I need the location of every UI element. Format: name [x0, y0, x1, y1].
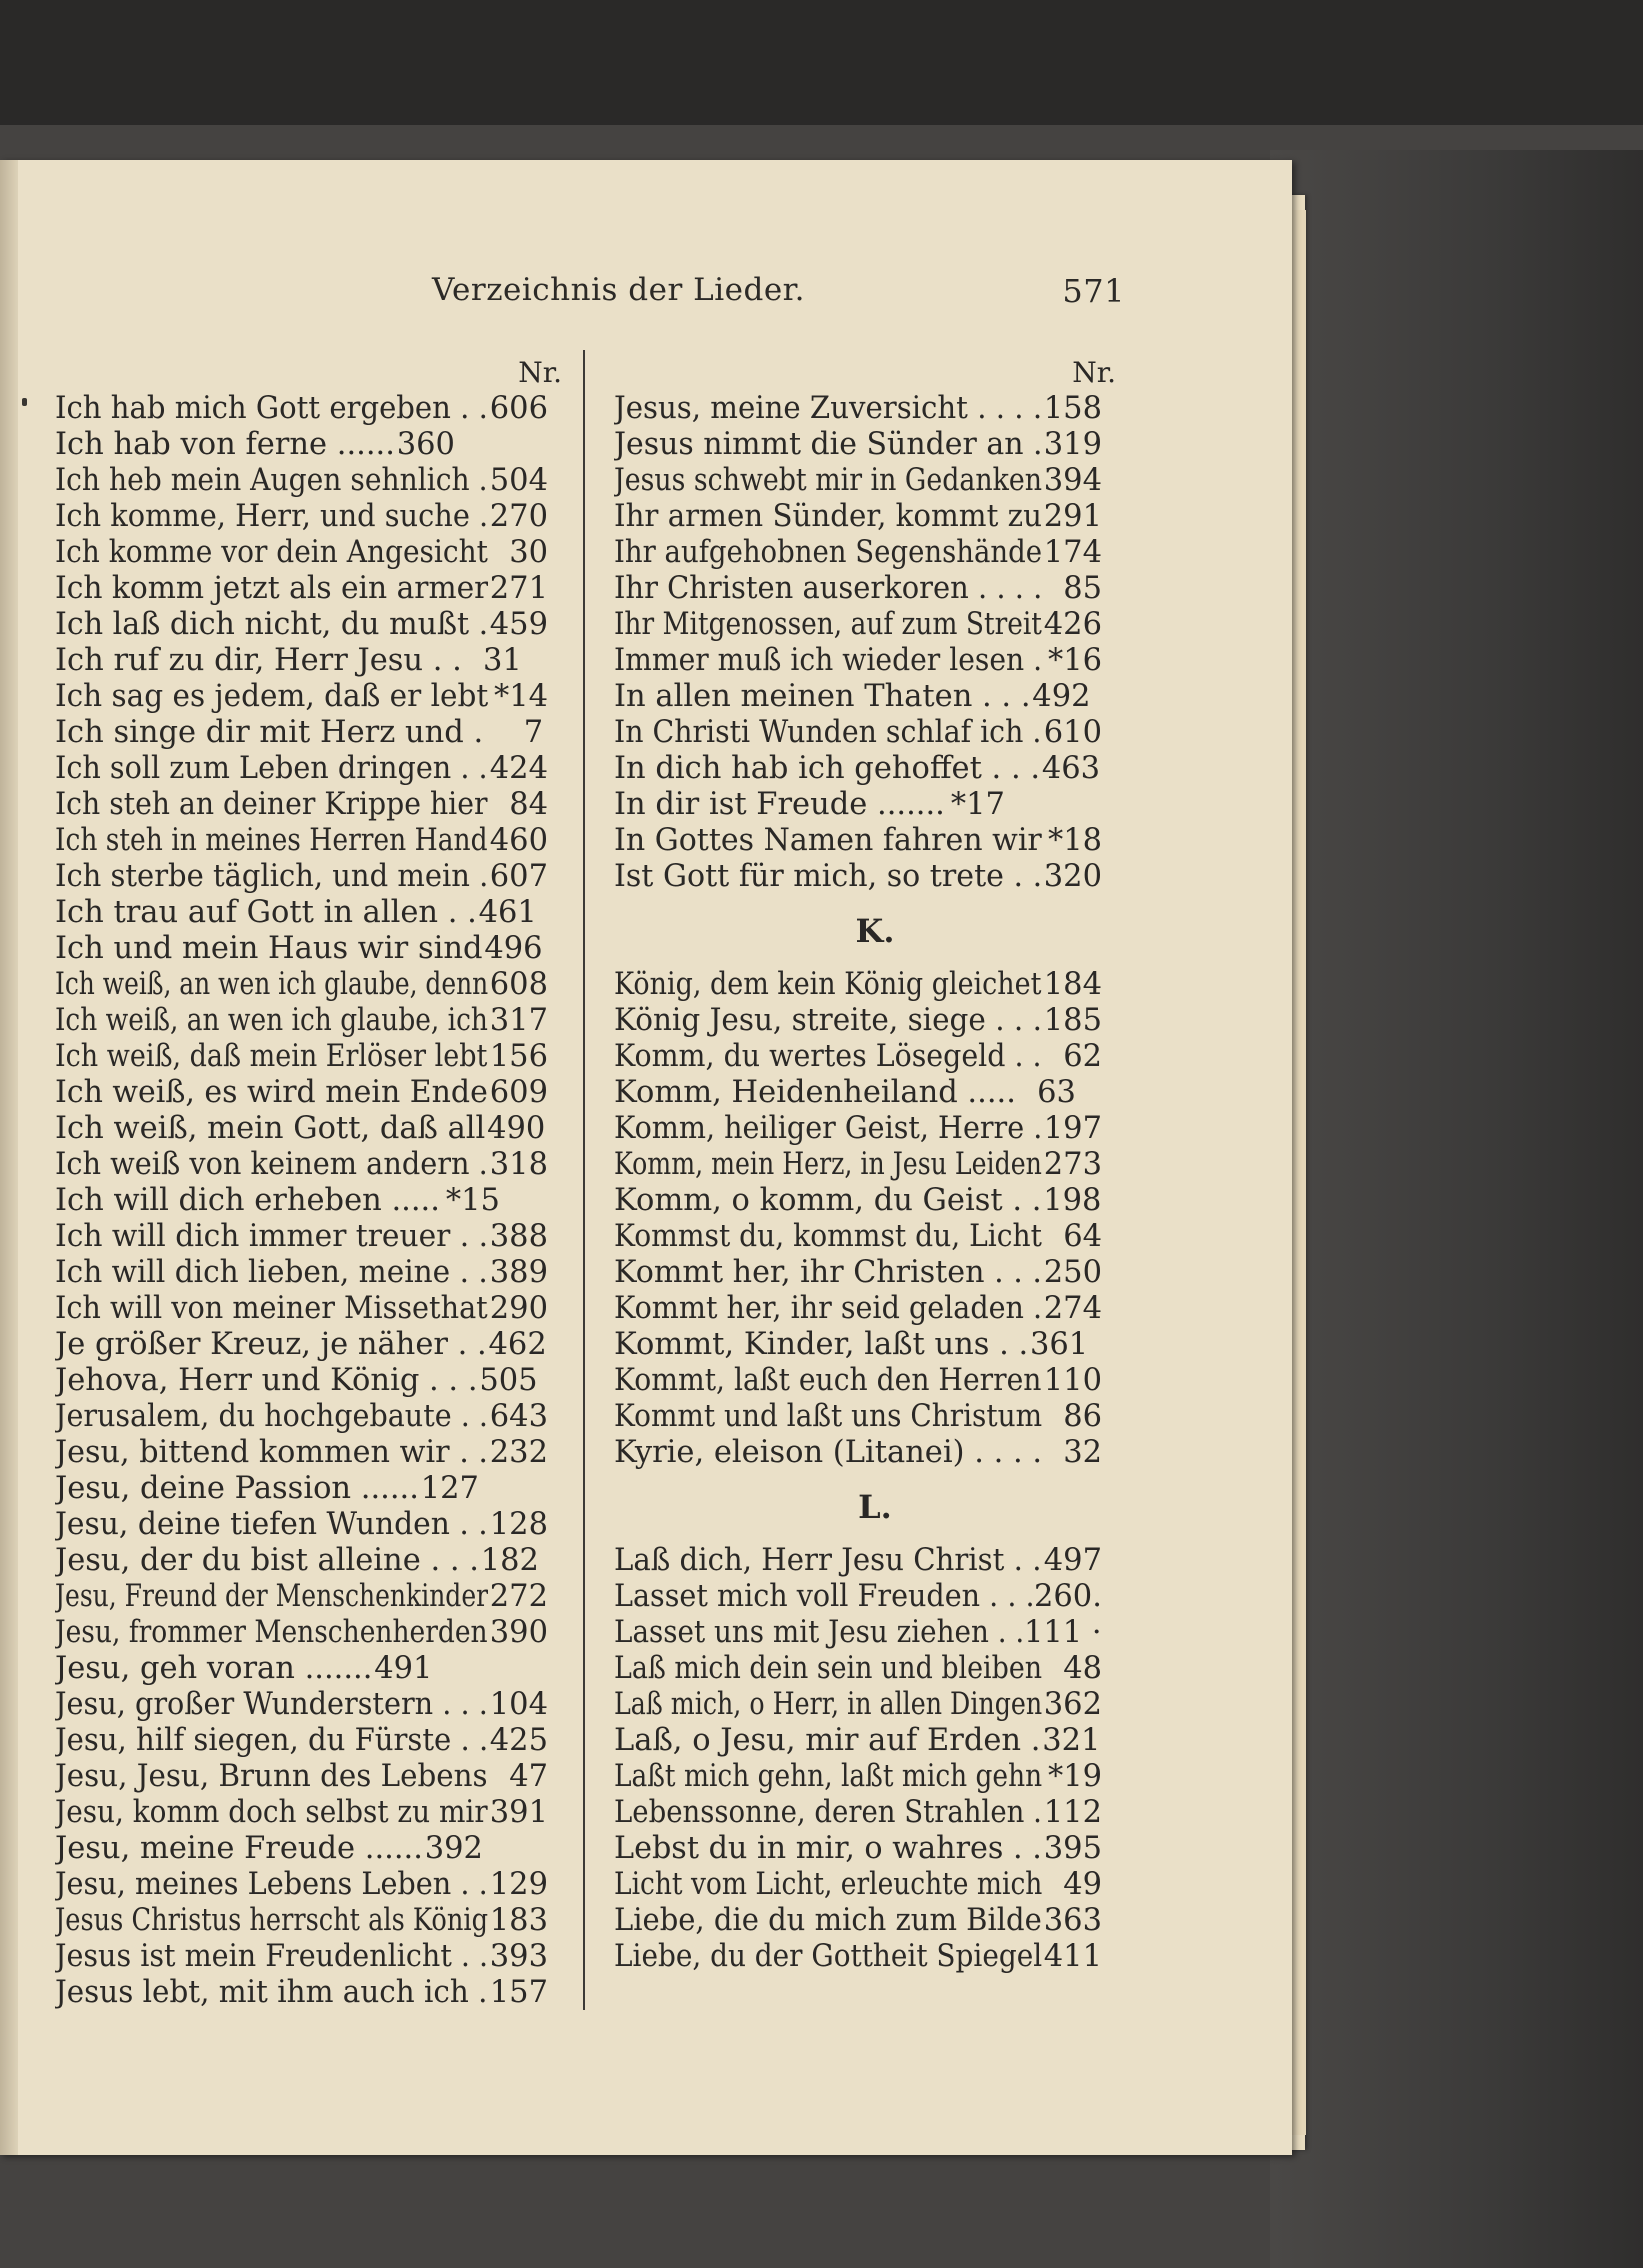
entry-number: 158 — [1043, 391, 1102, 426]
index-entry — [55, 967, 562, 1003]
index-entry — [55, 391, 562, 427]
index-entry — [614, 499, 1116, 535]
index-entry — [614, 1147, 1116, 1183]
entry-title: Licht vom Licht, erleuchte mich — [614, 1867, 1042, 1902]
index-entry — [614, 1723, 1116, 1759]
entry-title: Jesu, geh voran ....... — [55, 1651, 373, 1686]
entry-title: Jesu, der du bist alleine . . . — [55, 1543, 479, 1578]
entry-title: Lasset mich voll Freuden . . . — [614, 1579, 1035, 1614]
entry-number: 394 — [1043, 463, 1102, 498]
index-entry — [614, 1687, 1116, 1723]
entry-number: 461 — [478, 895, 537, 930]
entry-number: 492 — [1032, 679, 1091, 714]
index-entry — [55, 1291, 562, 1327]
index-entry — [55, 1327, 562, 1363]
entry-title: Ich ruf zu dir, Herr Jesu . . — [55, 643, 462, 678]
entry-number: 127 — [420, 1471, 479, 1506]
entry-title: Ich trau auf Gott in allen . . — [55, 895, 477, 930]
entry-title: Jesus ist mein Freudenlicht . . — [55, 1939, 488, 1974]
index-entry — [614, 859, 1116, 895]
index-entry — [55, 1867, 562, 1903]
entry-title: Ich sag es jedem, daß er lebt — [55, 679, 489, 714]
index-entry — [614, 751, 1116, 787]
entry-title: In Gottes Namen fahren wir — [614, 823, 1042, 858]
entry-title: Ich singe dir mit Herz und . — [55, 715, 484, 750]
entry-number: 319 — [1043, 427, 1102, 462]
entry-number: 392 — [424, 1831, 483, 1866]
entry-number: 197 — [1043, 1111, 1102, 1146]
index-entry — [614, 1399, 1116, 1435]
index-entry — [614, 679, 1116, 715]
entry-number: 425 — [489, 1723, 548, 1758]
index-entry — [55, 1651, 562, 1687]
entry-title: Ich und mein Haus wir sind — [55, 931, 483, 966]
entry-number: 128 — [489, 1507, 548, 1542]
index-entry — [55, 1003, 562, 1039]
entry-title: Liebe, du der Gottheit Spiegel — [614, 1939, 1043, 1974]
entry-title: Kommt und laßt uns Christum — [614, 1399, 1042, 1434]
index-entry — [614, 1759, 1116, 1795]
index-entry — [614, 391, 1116, 427]
index-entry — [614, 1651, 1116, 1687]
entry-number: 391 — [489, 1795, 548, 1830]
index-entry — [614, 1543, 1116, 1579]
entry-number: 260. — [1034, 1579, 1102, 1614]
entry-title: Kyrie, eleison (Litanei) . . . . — [614, 1435, 1043, 1470]
index-entry — [614, 1903, 1116, 1939]
entry-title: Lebenssonne, deren Strahlen . — [614, 1795, 1042, 1830]
entry-number: 363 — [1043, 1903, 1102, 1938]
index-entry — [55, 1975, 562, 2011]
entry-title: Ich weiß, es wird mein Ende — [55, 1075, 488, 1110]
entry-number: 504 — [489, 463, 548, 498]
entry-title: Ich will dich erheben ..... — [55, 1183, 440, 1218]
entry-title: Kommt, laßt euch den Herren — [614, 1363, 1042, 1398]
entry-number: 64 — [1063, 1219, 1102, 1254]
entry-title: Ich weiß von keinem andern . — [55, 1147, 488, 1182]
section-j-list — [614, 391, 1116, 895]
entry-title: Ich will dich lieben, meine . . — [55, 1255, 488, 1290]
entry-title: Ich komme, Herr, und suche . — [55, 499, 488, 534]
entry-number: 424 — [489, 751, 548, 786]
column-divider — [583, 350, 585, 2010]
entry-title: Jesus nimmt die Sünder an . — [614, 427, 1043, 462]
index-entry — [614, 1111, 1116, 1147]
index-entry — [55, 1399, 562, 1435]
index-entry — [55, 1543, 562, 1579]
entry-title: Jesus schwebt mir in Gedanken — [614, 463, 1043, 498]
entry-title: Jesu, bittend kommen wir . . — [55, 1435, 489, 1470]
entry-number: 272 — [489, 1579, 548, 1614]
index-entry — [55, 463, 562, 499]
index-entry — [614, 1219, 1116, 1255]
entry-number: 157 — [489, 1975, 548, 2010]
index-entry — [55, 895, 562, 931]
index-entry — [614, 463, 1116, 499]
entry-title: Ihr Mitgenossen, auf zum Streit — [614, 607, 1042, 642]
entry-number: 183 — [489, 1903, 548, 1938]
index-entry — [614, 1075, 1116, 1111]
index-entry — [55, 1723, 562, 1759]
index-entry — [55, 1255, 562, 1291]
entry-number: 426 — [1043, 607, 1102, 642]
entry-number: 389 — [489, 1255, 548, 1290]
entry-number: 460 — [489, 823, 548, 858]
index-entry — [55, 1219, 562, 1255]
index-entry — [55, 1579, 562, 1615]
index-entry — [55, 1687, 562, 1723]
entry-title: Jesus, meine Zuversicht . . . . — [614, 391, 1042, 426]
entry-title: Jesu, großer Wunderstern . . . — [55, 1687, 488, 1722]
entry-number: 112 — [1043, 1795, 1102, 1830]
entry-number: 505 — [479, 1363, 538, 1398]
entry-title: Kommt her, ihr seid geladen . — [614, 1291, 1043, 1326]
index-entry — [614, 1867, 1116, 1903]
entry-title: Ihr Christen auserkoren . . . . — [614, 571, 1042, 606]
index-entry — [614, 1579, 1116, 1615]
index-entry — [614, 967, 1116, 1003]
entry-number: 388 — [489, 1219, 548, 1254]
entry-title: Ihr aufgehobnen Segenshände — [614, 535, 1043, 570]
index-entry — [55, 823, 562, 859]
index-entry — [55, 1147, 562, 1183]
left-column — [55, 355, 562, 2011]
entry-number: 274 — [1043, 1291, 1102, 1326]
entry-number: 271 — [489, 571, 548, 606]
entry-title: Jesu, frommer Menschenherden — [55, 1615, 488, 1650]
index-entry — [55, 931, 562, 967]
index-entry — [614, 427, 1116, 463]
entry-number: 393 — [489, 1939, 548, 1974]
entry-title: König Jesu, streite, siege . . . — [614, 1003, 1042, 1038]
index-entry — [55, 715, 562, 751]
entry-number: 31 — [483, 643, 522, 678]
entry-title: Ich sterbe täglich, und mein . — [55, 859, 489, 894]
entry-title: In dich hab ich gehoffet . . . — [614, 751, 1041, 786]
entry-title: Jesu, meine Freude ...... — [55, 1831, 423, 1866]
entry-title: Komm, Heidenheiland ..... — [614, 1075, 1016, 1110]
entry-title: Jehova, Herr und König . . . — [55, 1363, 478, 1398]
entry-number: 62 — [1063, 1039, 1102, 1074]
index-entry — [55, 751, 562, 787]
entry-title: Ich heb mein Augen sehnlich . — [55, 463, 488, 498]
ink-speck — [22, 398, 27, 406]
entry-title: Ich komme vor dein Angesicht — [55, 535, 488, 570]
entry-number: *18 — [1047, 823, 1102, 858]
entry-number: 490 — [487, 1111, 546, 1146]
entry-number: 609 — [489, 1075, 548, 1110]
entry-number: 182 — [480, 1543, 539, 1578]
entry-title: Ich will dich immer treuer . . — [55, 1219, 488, 1254]
right-column — [614, 355, 1116, 1975]
entry-number: 321 — [1042, 1723, 1101, 1758]
book-cover-edge — [1270, 150, 1643, 2268]
page-gutter — [0, 160, 18, 2155]
section-l-list — [614, 1543, 1116, 1975]
index-entry — [55, 427, 562, 463]
running-header-title: Verzeichnis der Lieder. — [432, 272, 805, 308]
entry-title: Lebst du in mir, o wahres . . — [614, 1831, 1042, 1866]
entry-number: 463 — [1041, 751, 1101, 786]
entry-title: Ich hab von ferne ...... — [55, 427, 395, 462]
entry-number: 290 — [489, 1291, 548, 1326]
index-entry — [55, 679, 562, 715]
index-entry — [55, 1075, 562, 1111]
entry-title: Ich weiß, mein Gott, daß all — [55, 1111, 486, 1146]
entry-number: 63 — [1037, 1075, 1076, 1110]
index-entry — [614, 1039, 1116, 1075]
entry-number: 84 — [509, 787, 548, 822]
entry-title: Laß mich, o Herr, in allen Dingen — [614, 1687, 1042, 1722]
entry-number: 7 — [523, 715, 544, 750]
index-entry — [55, 1111, 562, 1147]
entry-title: Liebe, die du mich zum Bilde — [614, 1903, 1042, 1938]
entry-number: 273 — [1043, 1147, 1102, 1182]
entry-number: 610 — [1043, 715, 1102, 750]
entry-title: Ist Gott für mich, so trete . . — [614, 859, 1042, 894]
index-entry — [55, 787, 562, 823]
entry-title: Laß mich dein sein und bleiben — [614, 1651, 1043, 1686]
entry-title: Jerusalem, du hochgebaute . . — [55, 1399, 488, 1434]
index-entry — [55, 1939, 562, 1975]
index-entry — [55, 1615, 562, 1651]
index-entry — [55, 643, 562, 679]
entry-title: In dir ist Freude ....... — [614, 787, 945, 822]
index-entry — [614, 1183, 1116, 1219]
entry-number: *15 — [445, 1183, 500, 1218]
index-entry — [614, 715, 1116, 751]
entry-number: 232 — [489, 1435, 548, 1470]
index-entry — [55, 1039, 562, 1075]
index-entry — [614, 1363, 1116, 1399]
entry-title: Je größer Kreuz, je näher . . — [55, 1327, 487, 1362]
index-entry — [614, 1327, 1116, 1363]
entry-title: Ich hab mich Gott ergeben . . — [55, 391, 488, 426]
entry-number: 317 — [489, 1003, 548, 1038]
entry-number: 184 — [1043, 967, 1102, 1002]
entry-number: 111 · — [1024, 1615, 1102, 1650]
entry-number: 362 — [1043, 1687, 1102, 1722]
index-entry — [55, 535, 562, 571]
entry-title: Ich will von meiner Missethat — [55, 1291, 488, 1326]
entry-title: Komm, o komm, du Geist . . — [614, 1183, 1042, 1218]
index-entry — [614, 1939, 1116, 1975]
entry-title: Jesu, meines Lebens Leben . . — [55, 1867, 488, 1902]
entry-number: 49 — [1063, 1867, 1102, 1902]
section-heading-l: L. — [858, 1488, 892, 1526]
entry-title: Laß, o Jesu, mir auf Erden . — [614, 1723, 1041, 1758]
index-entry — [614, 643, 1116, 679]
entry-title: Kommt, Kinder, laßt uns . . — [614, 1327, 1029, 1362]
index-entry — [55, 1363, 562, 1399]
index-entry — [55, 1903, 562, 1939]
entry-number: 462 — [488, 1327, 547, 1362]
entry-title: Ich steh in meines Herren Hand — [55, 823, 488, 858]
entry-title: Immer muß ich wieder lesen . — [614, 643, 1042, 678]
entry-title: Jesu, deine Passion ...... — [55, 1471, 419, 1506]
entry-number: 361 — [1029, 1327, 1089, 1362]
section-heading-k: K. — [855, 912, 895, 950]
entry-number: 491 — [374, 1651, 433, 1686]
nr-column-label: Nr. — [1072, 356, 1116, 389]
entry-title: Jesu, Freund der Menschenkinder — [55, 1579, 488, 1614]
index-entry — [614, 535, 1116, 571]
entry-title: Jesus lebt, mit ihm auch ich . — [55, 1975, 488, 2010]
entry-title: Ich weiß, daß mein Erlöser lebt — [55, 1039, 488, 1074]
index-entry — [55, 1471, 562, 1507]
entry-number: 30 — [509, 535, 548, 570]
entry-number: 129 — [489, 1867, 548, 1902]
entry-number: 643 — [489, 1399, 548, 1434]
entry-title: König, dem kein König gleichet — [614, 967, 1042, 1002]
entry-title: Ich weiß, an wen ich glaube, denn — [55, 967, 489, 1002]
entry-title: Jesus Christus herrscht als König — [55, 1903, 488, 1938]
entry-title: Ich komm jetzt als ein armer — [55, 571, 488, 606]
entry-number: 390 — [489, 1615, 548, 1650]
page-number: 571 — [1062, 272, 1125, 310]
entry-number: 104 — [489, 1687, 548, 1722]
entry-number: 156 — [489, 1039, 548, 1074]
entry-number: 459 — [489, 607, 548, 642]
entry-number: 608 — [489, 967, 548, 1002]
index-entry — [55, 1183, 562, 1219]
entry-number: 360 — [396, 427, 455, 462]
index-entry — [614, 1291, 1116, 1327]
index-entry — [614, 1435, 1116, 1471]
nr-column-label: Nr. — [518, 356, 562, 389]
entry-number: 318 — [489, 1147, 548, 1182]
entry-number: 606 — [489, 391, 548, 426]
index-entry — [55, 571, 562, 607]
entry-title: Komm, du wertes Lösegeld . . — [614, 1039, 1042, 1074]
index-entry — [614, 1255, 1116, 1291]
entry-number: 174 — [1043, 535, 1102, 570]
entry-title: Jesu, hilf siegen, du Fürste . . — [55, 1723, 489, 1758]
entry-number: 198 — [1043, 1183, 1102, 1218]
index-entry — [55, 1507, 562, 1543]
index-entry — [614, 823, 1116, 859]
index-entry — [55, 859, 562, 895]
entry-number: 395 — [1043, 1831, 1102, 1866]
entry-title: In Christi Wunden schlaf ich . — [614, 715, 1042, 750]
index-entry — [55, 499, 562, 535]
entry-number: 86 — [1063, 1399, 1102, 1434]
entry-title: Laß dich, Herr Jesu Christ . . — [614, 1543, 1042, 1578]
entry-number: 110 — [1043, 1363, 1102, 1398]
entry-number: 85 — [1063, 571, 1102, 606]
entry-number: 48 — [1063, 1651, 1102, 1686]
entry-number: *17 — [950, 787, 1005, 822]
entry-title: Komm, mein Herz, in Jesu Leiden — [614, 1147, 1042, 1182]
entry-title: Komm, heiliger Geist, Herre . — [614, 1111, 1043, 1146]
index-entry — [614, 571, 1116, 607]
entry-title: Lasset uns mit Jesu ziehen . . — [614, 1615, 1024, 1650]
index-entry — [55, 607, 562, 643]
entry-number: *19 — [1047, 1759, 1102, 1794]
index-entry — [55, 1831, 562, 1867]
index-entry — [55, 1795, 562, 1831]
entry-title: Ich soll zum Leben dringen . . — [55, 751, 488, 786]
entry-number: 270 — [489, 499, 548, 534]
entry-title: Jesu, deine tiefen Wunden . . — [55, 1507, 488, 1542]
entry-number: 47 — [509, 1759, 548, 1794]
entry-number: 291 — [1043, 499, 1102, 534]
entry-number: 496 — [484, 931, 543, 966]
entry-title: Ihr armen Sünder, kommt zu — [614, 499, 1042, 534]
index-entry — [614, 607, 1116, 643]
entry-title: Jesu, Jesu, Brunn des Lebens — [55, 1759, 488, 1794]
entry-title: In allen meinen Thaten . . . — [614, 679, 1031, 714]
index-entry — [614, 787, 1116, 823]
index-entry — [614, 1615, 1116, 1651]
index-entry — [614, 1795, 1116, 1831]
entry-title: Ich weiß, an wen ich glaube, ich — [55, 1003, 488, 1038]
entry-number: 32 — [1063, 1435, 1103, 1470]
entry-title: Jesu, komm doch selbst zu mir — [55, 1795, 488, 1830]
index-entry — [614, 1831, 1116, 1867]
entry-number: 250 — [1043, 1255, 1102, 1290]
entry-number: *14 — [493, 679, 548, 714]
entry-title: Kommst du, kommst du, Licht — [614, 1219, 1042, 1254]
entry-number: 320 — [1043, 859, 1102, 894]
entry-number: 607 — [489, 859, 548, 894]
entry-number: 411 — [1043, 1939, 1102, 1974]
index-entry — [614, 1003, 1116, 1039]
entry-title: Ich laß dich nicht, du mußt . — [55, 607, 488, 642]
entry-title: Kommt her, ihr Christen . . . — [614, 1255, 1042, 1290]
entry-number: 497 — [1043, 1543, 1102, 1578]
section-k-list — [614, 967, 1116, 1471]
index-entry — [55, 1435, 562, 1471]
entry-title: Laßt mich gehn, laßt mich gehn — [614, 1759, 1042, 1794]
entry-number: 185 — [1043, 1003, 1102, 1038]
left-entry-list — [55, 391, 562, 2011]
entry-title: Ich steh an deiner Krippe hier — [55, 787, 488, 822]
index-entry — [55, 1759, 562, 1795]
entry-number: *16 — [1047, 643, 1102, 678]
